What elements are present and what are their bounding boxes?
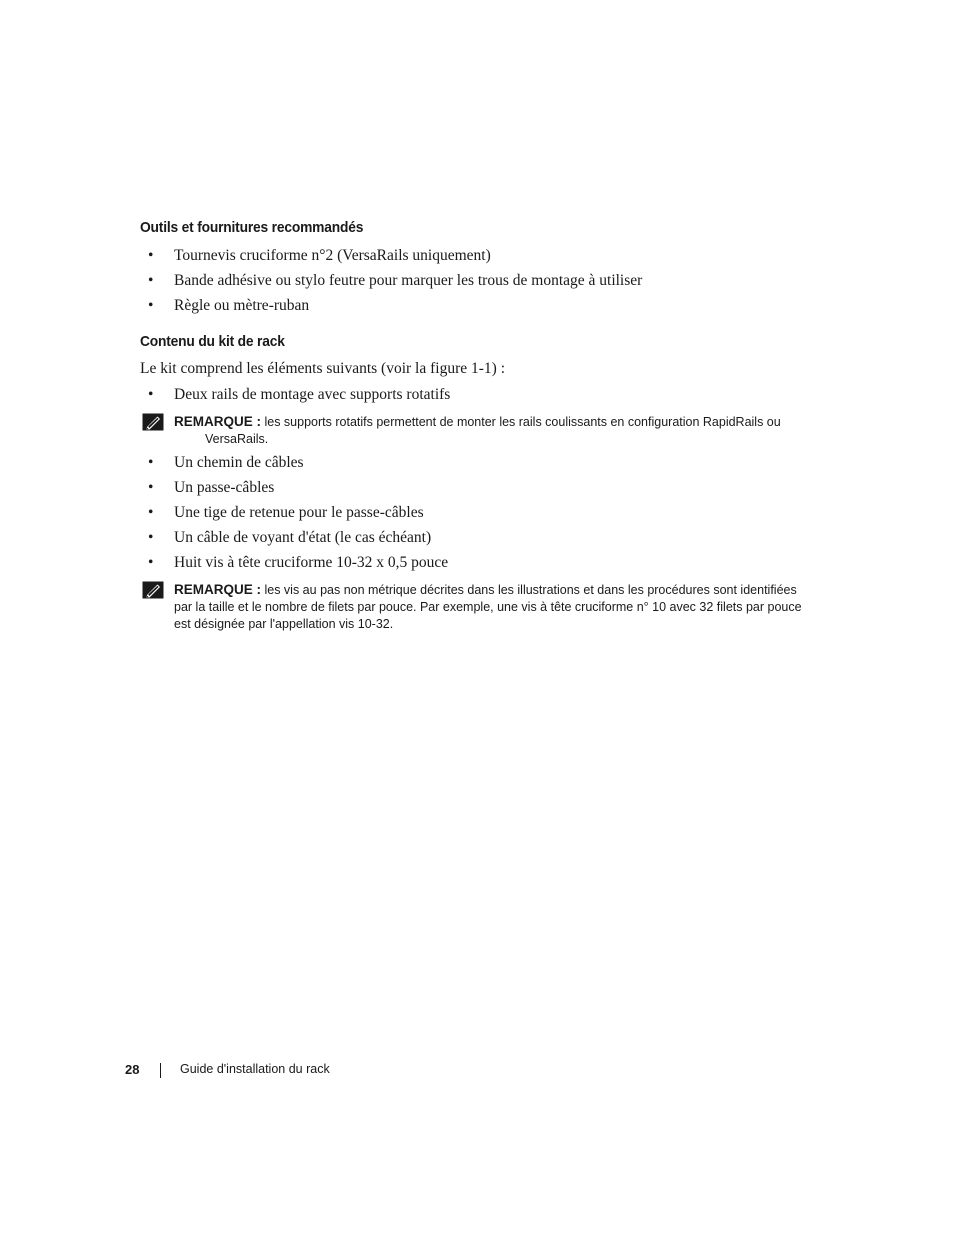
note-label: REMARQUE :	[174, 414, 261, 429]
pencil-note-icon	[142, 581, 164, 599]
note-label: REMARQUE :	[174, 582, 261, 597]
pencil-note-icon	[142, 413, 164, 431]
note-screw-threads: REMARQUE : les vis au pas non métrique décrites dans les illustrations et dans les procédures sont identifiées par la taille et le nombre de filets par pouce. Par exemple, une vis à tête cruciforme n° 10 avec 32 filets par pouce est désignée par l'appellation vis 10-32.	[140, 581, 820, 635]
section-heading-kit-contents: Contenu du kit de rack	[140, 333, 285, 350]
page-number: 28	[125, 1062, 140, 1077]
footer-separator	[160, 1063, 161, 1078]
intro-paragraph: Le kit comprend les éléments suivants (voir la figure 1-1) :	[140, 360, 506, 377]
section-heading-tools: Outils et fournitures recommandés	[140, 219, 364, 236]
footer-title: Guide d'installation du rack	[180, 1062, 330, 1076]
document-page: Outils et fournitures recommandés • Tournevis cruciforme n°2 (VersaRails uniquement) • Bande adhésive ou stylo feutre pour marquer les trous de montage à utiliser • Règle ou mètre-ruban Contenu du kit de rack Le kit comprend les éléments suivants (voir la figure 1-1) : • Deux rails de montage avec supports rotatifs REMARQUE : les supports rotatifs permettent de monter les rails coulissants en configuration RapidRails ou VersaRails. • Un chemin de câbles • Un passe-câbles • Une tige de retenue pour le passe-câbles • Un câble de voyant d'état (le cas échéant) • Huit vis à tête cruciforme 10-32 x 0,5 pouce REMARQUE : les vis au pas non métrique décrites dans les illustrations et dans les procédures sont identifiées par la taille et le nombre de filets par pouce. Par exemple, une vis à tête cruciforme n° 10 avec 32 filets par pouce est désignée par l'appellation vis 10-32. 28 Guide d'installation du rack	[0, 0, 954, 1235]
note-swivel-brackets: REMARQUE : les supports rotatifs permettent de monter les rails coulissants en configuration RapidRails ou VersaRails.	[140, 413, 820, 449]
